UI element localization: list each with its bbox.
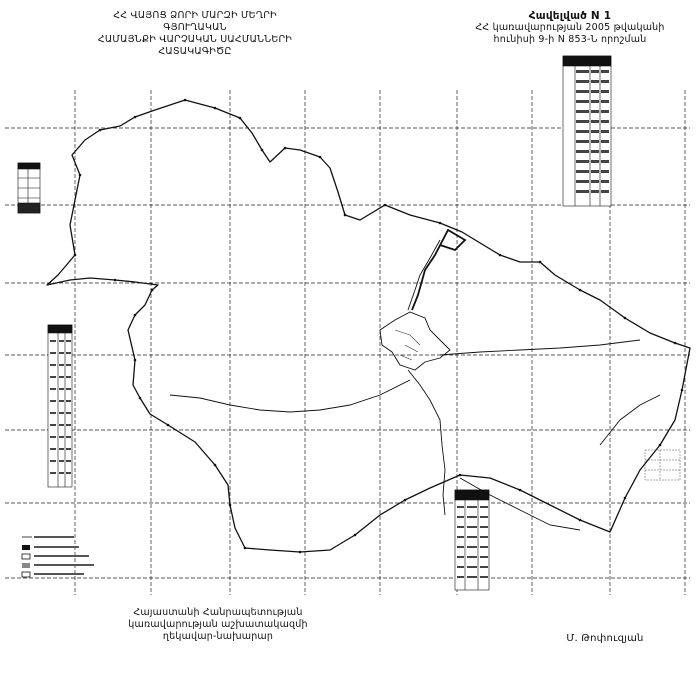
roads-and-rivers (170, 240, 660, 530)
annex-decree-line-1: ՀՀ կառավարության 2005 թվականի (475, 22, 665, 33)
map-legend (22, 536, 94, 577)
coordinate-table-left-small (18, 163, 40, 213)
signature-title-line-1: Հայաստանի Հանրապետության (133, 607, 303, 618)
map-title-line-2: ՀԱՄԱՅՆՔԻ ՎԱՐՉԱԿԱՆ ՍԱՀՄԱՆՆԵՐԻ (97, 34, 293, 45)
signature-title (118, 607, 318, 643)
signature-title-line-3: ղեկավար-նախարար (162, 631, 274, 642)
map-title-line-1: ՀՀ ՎԱՅՈՑ ՁՈՐԻ ՄԱՐԶԻ ՄԵՂՐԻ ԳՅՈՒՂԱԿԱՆ (113, 10, 277, 33)
map-title-line-3: ՀԱՏԱԿԱԳԻԾԸ (158, 46, 232, 57)
coordinate-table-top-right (563, 56, 611, 206)
coordinate-table-left-long (48, 325, 72, 487)
signer-name: Մ. Թոփուզյան (566, 633, 644, 644)
coordinate-table-right-small (645, 450, 680, 480)
annex-decree-line-2: հունիսի 9-ի N 853-Ն որոշման (493, 34, 647, 45)
annex-number: Հավելված N 1 (528, 10, 612, 22)
signature-title-line-2: կառավարության աշխատակազմի (128, 619, 308, 630)
settlement-area (380, 312, 450, 370)
settlement-inner-lines (395, 330, 420, 360)
coordinate-table-bottom-middle (455, 490, 489, 590)
